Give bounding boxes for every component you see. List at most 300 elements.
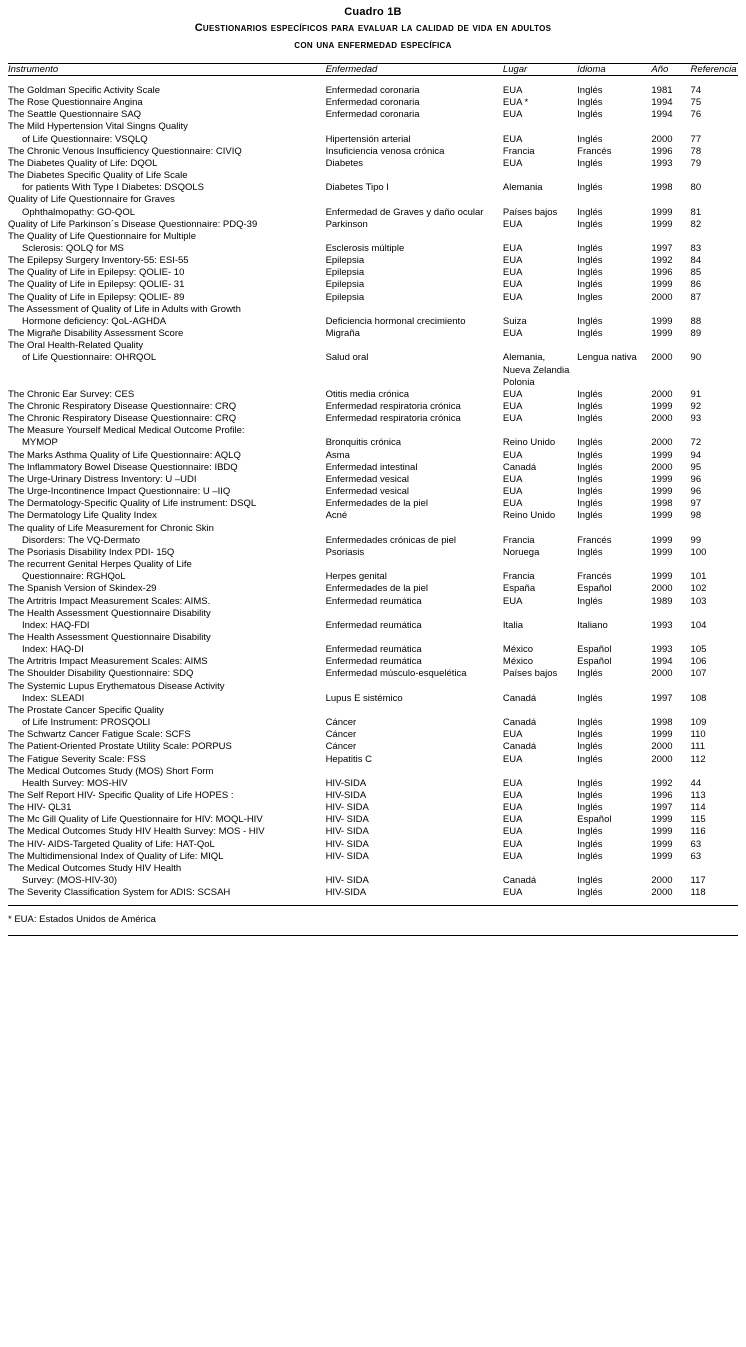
cell-idioma: Inglés [577, 802, 603, 814]
cell-idioma: Francés [577, 571, 612, 583]
cell-referencia: 101 [690, 571, 707, 583]
cell-anio: 1999 [651, 510, 673, 522]
column-header-referencia: Referencia [690, 63, 737, 75]
cell-referencia: 88 [690, 315, 702, 327]
cell-idioma: Inglés [577, 486, 603, 498]
cell-instrumento-cont: Index: SLEADI [22, 692, 85, 704]
cell-lugar: Canadá [502, 875, 537, 887]
column-header-idioma: Idioma [577, 63, 651, 75]
cell-enfermedad: HIV- SIDA [325, 814, 369, 826]
cell-instrumento: The Quality of Life in Epilepsy: QOLIE- 89 [8, 291, 185, 303]
cell-idioma: Inglés [577, 510, 603, 522]
cell-instrumento-cont: Health Survey: MOS-HIV [22, 777, 128, 789]
table-row [8, 510, 738, 522]
cell-idioma: Lengua nativa [577, 352, 637, 364]
cell-enfermedad: Epilepsia [325, 291, 365, 303]
table-row [8, 851, 738, 863]
cell-anio: 2000 [651, 413, 673, 425]
table-row-continuation [8, 620, 738, 632]
cell-instrumento: The Self Report HIV- Specific Quality of Life HOPES : [8, 790, 234, 801]
cell-referencia: 109 [690, 717, 707, 729]
cell-lugar: EUA [502, 109, 523, 121]
cell-enfermedad: HIV- SIDA [325, 875, 369, 887]
cell-anio: 1999 [651, 729, 673, 741]
cell-anio: 1981 [651, 84, 673, 96]
table-row-continuation [8, 182, 738, 194]
cell-enfermedad: Cáncer [325, 741, 357, 753]
table-row [8, 608, 738, 620]
cell-lugar: EUA [502, 401, 523, 412]
questionnaires-table [8, 63, 738, 899]
cell-lugar: EUA [502, 802, 523, 814]
cell-lugar: EUA * [502, 97, 529, 109]
cell-idioma: Inglés [577, 328, 603, 340]
table-row [8, 887, 738, 899]
cell-idioma: Inglés [577, 729, 603, 741]
cell-anio: 1999 [651, 279, 673, 291]
cell-lugar: EUA [502, 388, 523, 400]
cell-instrumento-cont: Index: HAQ-DI [22, 644, 84, 656]
table-row [8, 547, 738, 559]
cell-idioma: Francés [577, 145, 612, 157]
cell-lugar-extra: Polonia [502, 376, 535, 388]
cell-anio: 2000 [651, 583, 673, 595]
cell-lugar: EUA [502, 486, 523, 498]
table-title: Cuestionarios específicos para evaluar la calidad de vida en adultos [194, 22, 552, 34]
table-row [8, 255, 738, 267]
cell-enfermedad: Enfermedad respiratoria crónica [325, 413, 461, 425]
table-row [8, 681, 738, 693]
cell-idioma: Inglés [577, 206, 603, 218]
cell-idioma: Inglés [577, 267, 603, 279]
cell-instrumento-cont: of Life Questionnaire: OHRQOL [22, 352, 157, 364]
cell-referencia: 74 [690, 84, 702, 96]
cell-instrumento-cont: Sclerosis: QOLQ for MS [22, 242, 124, 254]
cell-referencia: 96 [690, 473, 702, 485]
cell-anio: 2000 [651, 461, 673, 473]
cell-enfermedad: HIV-SIDA [325, 790, 367, 801]
cell-referencia: 72 [690, 437, 702, 449]
cell-instrumento: The Epilepsy Surgery Inventory-55: ESI-55 [8, 255, 189, 267]
column-header-anio: Año [651, 63, 690, 75]
cell-lugar: EUA [502, 838, 523, 850]
cell-lugar: Francia [502, 571, 535, 583]
cell-enfermedad: Bronquitis crónica [325, 437, 402, 449]
table-bottom-rule [8, 905, 738, 906]
cell-idioma: Inglés [577, 449, 603, 461]
cell-instrumento: The Health Assessment Questionnaire Disability [8, 607, 211, 619]
cell-lugar: México [502, 644, 533, 656]
cell-anio: 1996 [651, 267, 673, 279]
cell-anio: 1997 [651, 692, 673, 704]
cell-idioma: Inglés [577, 133, 603, 145]
cell-enfermedad: Cáncer [325, 729, 357, 741]
cell-enfermedad: Enfermedades crónicas de piel [325, 534, 456, 546]
cell-idioma: Inglés [577, 473, 603, 485]
table-row [8, 425, 738, 437]
cell-lugar: EUA [502, 449, 523, 461]
cell-enfermedad: Psoriasis [325, 546, 365, 558]
cell-referencia: 78 [690, 145, 702, 157]
cell-anio: 2000 [651, 887, 673, 899]
table-row [8, 231, 738, 243]
table-row [8, 656, 738, 668]
table-row [8, 267, 738, 279]
cell-referencia: 92 [690, 401, 702, 412]
cell-anio: 1994 [651, 97, 673, 109]
table-row [8, 450, 738, 462]
cell-enfermedad: Enfermedad coronaria [325, 109, 420, 121]
cell-idioma: Inglés [577, 668, 603, 680]
cell-instrumento: The Marks Asthma Quality of Life Questionnaire: AQLQ [8, 449, 241, 461]
cell-instrumento: Quality of Life Parkinson´s Disease Questionnaire: PDQ-39 [8, 218, 258, 230]
cell-instrumento: The Goldman Specific Activity Scale [8, 84, 161, 96]
table-row [8, 863, 738, 875]
cell-referencia: 63 [690, 850, 702, 862]
cell-instrumento: The Severity Classification System for ADIS: SCSAH [8, 887, 231, 899]
cell-enfermedad: Enfermedad reumática [325, 644, 422, 656]
cell-lugar: EUA [502, 777, 523, 789]
cell-idioma: Ingles [577, 291, 603, 303]
cell-instrumento: The Inflammatory Bowel Disease Questionnaire: IBDQ [8, 461, 238, 473]
table-row [8, 474, 738, 486]
cell-enfermedad: Enfermedad reumática [325, 595, 422, 607]
cell-anio: 1994 [651, 656, 673, 668]
cell-instrumento-cont: Ophthalmopathy: GO-QOL [22, 206, 135, 218]
cell-referencia: 93 [690, 413, 702, 425]
cell-referencia: 79 [690, 157, 702, 169]
table-row [8, 668, 738, 680]
cell-referencia: 98 [690, 510, 702, 522]
cell-idioma: Inglés [577, 84, 603, 96]
table-row [8, 279, 738, 291]
cell-referencia: 111 [690, 741, 705, 753]
cell-enfermedad: HIV-SIDA [325, 887, 367, 899]
cell-idioma: Español [577, 644, 612, 656]
cell-lugar: Francia [502, 534, 535, 546]
cell-anio: 1992 [651, 255, 673, 267]
table-row [8, 389, 738, 401]
cell-enfermedad: Hepatitis C [325, 753, 373, 765]
cell-lugar: EUA [502, 729, 523, 741]
cell-instrumento: The Prostate Cancer Specific Quality [8, 704, 164, 716]
cell-lugar: EUA [502, 255, 523, 267]
cell-instrumento: The Quality of Life in Epilepsy: QOLIE- 31 [8, 279, 185, 291]
cell-lugar: EUA [502, 157, 523, 169]
cell-referencia: 81 [690, 206, 702, 218]
cell-referencia: 108 [690, 692, 707, 704]
column-header-enfermedad: Enfermedad [326, 63, 503, 75]
cell-anio: 1999 [651, 315, 673, 327]
table-row-continuation [8, 571, 738, 583]
table-footnote: * EUA: Estados Unidos de América [8, 914, 156, 926]
cell-anio: 2000 [651, 352, 673, 364]
cell-anio: 1989 [651, 595, 673, 607]
cell-anio: 2000 [651, 291, 673, 303]
cell-idioma: Inglés [577, 279, 603, 291]
table-row-continuation [8, 437, 738, 449]
cell-enfermedad: Salud oral [325, 352, 369, 364]
table-row-continuation [8, 365, 738, 377]
cell-lugar: Reino Unido [502, 510, 556, 522]
cell-anio: 1999 [651, 218, 673, 230]
cell-enfermedad: Diabetes Tipo I [325, 182, 389, 194]
table-row [8, 486, 738, 498]
cell-lugar: España [502, 583, 536, 595]
cell-lugar: EUA [502, 328, 523, 340]
table-row [8, 97, 738, 109]
cell-anio: 1999 [651, 486, 673, 498]
cell-anio: 1999 [651, 571, 673, 583]
table-row [8, 705, 738, 717]
cell-anio: 2000 [651, 875, 673, 887]
cell-enfermedad: Otitis media crónica [325, 388, 409, 400]
cell-idioma: Inglés [577, 242, 603, 254]
cell-instrumento-cont: Survey: (MOS-HIV-30) [22, 875, 118, 887]
table-row [8, 741, 738, 753]
cell-idioma: Italiano [577, 619, 608, 631]
cell-instrumento: The Chronic Venous Insufficiency Questionnaire: CIVIQ [8, 145, 242, 157]
cell-idioma: Español [577, 814, 612, 826]
cell-enfermedad: Herpes genital [325, 571, 387, 583]
cell-lugar: EUA [502, 850, 523, 862]
cell-instrumento: The Measure Yourself Medical Medical Outcome Profile: [8, 425, 245, 437]
table-row [8, 401, 738, 413]
table-row [8, 413, 738, 425]
cell-instrumento: The HIV- QL31 [8, 802, 72, 814]
cell-instrumento: The Medical Outcomes Study HIV Health [8, 862, 182, 874]
cell-referencia: 97 [690, 498, 702, 510]
cell-lugar: Canadá [502, 717, 537, 729]
table-row [8, 462, 738, 474]
cell-enfermedad: Enfermedades de la piel [325, 498, 429, 510]
cell-enfermedad: Enfermedad reumática [325, 656, 422, 668]
cell-idioma: Inglés [577, 315, 603, 327]
cell-instrumento-cont: Questionnaire: RGHQoL [22, 571, 126, 583]
table-subtitle: con una enfermedad específica [294, 38, 452, 51]
table-row-continuation [8, 207, 738, 219]
cell-enfermedad: Asma [325, 449, 350, 461]
table-row-continuation [8, 243, 738, 255]
cell-instrumento: The Chronic Respiratory Disease Questionnaire: CRQ [8, 401, 237, 412]
table-row [8, 729, 738, 741]
table-row [8, 802, 738, 814]
cell-enfermedad: Enfermedad coronaria [325, 84, 420, 96]
cell-instrumento: The Multidimensional Index of Quality of Life: MIQL [8, 850, 224, 862]
cell-idioma: Inglés [577, 887, 603, 899]
cell-idioma: Inglés [577, 741, 603, 753]
cell-referencia: 44 [690, 777, 702, 789]
cell-referencia: 91 [690, 388, 702, 400]
cell-instrumento: The Quality of Life Questionnaire for Multiple [8, 230, 196, 242]
cell-instrumento: The Oral Health-Related Quality [8, 340, 144, 352]
cell-anio: 1999 [651, 328, 673, 340]
cell-enfermedad: Enfermedad vesical [325, 473, 409, 485]
cell-lugar: Canadá [502, 692, 537, 704]
cell-referencia: 96 [690, 486, 702, 498]
table-row [8, 328, 738, 340]
cell-instrumento-cont: Hormone deficiency: QoL-AGHDA [22, 315, 167, 327]
cell-instrumento: The Shoulder Disability Questionnaire: SDQ [8, 668, 194, 680]
cell-lugar: Canadá [502, 461, 537, 473]
cell-anio: 1999 [651, 401, 673, 412]
cell-referencia: 85 [690, 267, 702, 279]
table-row [8, 498, 738, 510]
cell-instrumento: The Fatigue Severity Scale: FSS [8, 753, 146, 765]
cell-lugar: EUA [502, 473, 523, 485]
cell-enfermedad: Epilepsia [325, 279, 365, 291]
cell-lugar: EUA [502, 291, 523, 303]
cell-lugar: EUA [502, 413, 523, 425]
table-row [8, 194, 738, 206]
cell-idioma: Inglés [577, 255, 603, 267]
cell-enfermedad: Acné [325, 510, 348, 522]
cell-instrumento: The Mild Hypertension Vital Singns Quality [8, 121, 188, 133]
cell-idioma: Inglés [577, 546, 603, 558]
cell-idioma: Inglés [577, 692, 603, 704]
cell-enfermedad: Enfermedad de Graves y daño ocular [325, 206, 484, 218]
cell-instrumento: The Dermatology Life Quality Index [8, 510, 157, 522]
cell-enfermedad: HIV- SIDA [325, 802, 369, 814]
cell-instrumento-cont: Index: HAQ-FDI [22, 619, 90, 631]
cell-instrumento: The Spanish Version of Skindex-29 [8, 583, 157, 595]
cell-lugar: EUA [502, 753, 523, 765]
cell-lugar: EUA [502, 498, 523, 510]
cell-enfermedad: Hipertensión arterial [325, 133, 411, 145]
cell-lugar: Países bajos [502, 206, 558, 218]
cell-referencia: 106 [690, 656, 707, 668]
table-row [8, 766, 738, 778]
cell-lugar: México [502, 656, 533, 668]
cell-anio: 2000 [651, 668, 673, 680]
cell-enfermedad: Parkinson [325, 218, 368, 230]
cell-instrumento: The quality of Life Measurement for Chronic Skin [8, 522, 214, 534]
cell-idioma: Inglés [577, 850, 603, 862]
cell-instrumento: The recurrent Genital Herpes Quality of Life [8, 559, 192, 571]
cell-instrumento: The Medical Outcomes Study (MOS) Short Form [8, 765, 214, 777]
cell-referencia: 84 [690, 255, 702, 267]
cell-lugar: Reino Unido [502, 437, 556, 449]
table-row-continuation [8, 535, 738, 547]
cell-anio: 2000 [651, 753, 673, 765]
cell-instrumento-cont: of Life Questionnaire: VSQLQ [22, 133, 148, 145]
table-number: Cuadro 1B [344, 6, 402, 18]
cell-idioma: Inglés [577, 717, 603, 729]
cell-referencia: 114 [690, 802, 706, 814]
cell-instrumento: Quality of Life Questionnaire for Graves [8, 194, 175, 206]
cell-instrumento: The Patient-Oriented Prostate Utility Scale: PORPUS [8, 741, 232, 753]
page-bottom-rule [8, 935, 738, 936]
cell-idioma: Inglés [577, 498, 603, 510]
table-row [8, 292, 738, 304]
table-row [8, 146, 738, 158]
cell-idioma: Inglés [577, 875, 603, 887]
cell-idioma: Francés [577, 534, 612, 546]
cell-referencia: 112 [690, 753, 706, 765]
cell-anio: 1999 [651, 838, 673, 850]
cell-enfermedad: Epilepsia [325, 267, 365, 279]
cell-lugar: EUA [502, 887, 523, 899]
column-header-lugar: Lugar [503, 63, 577, 75]
cell-enfermedad: Enfermedad respiratoria crónica [325, 401, 461, 412]
cell-lugar: EUA [502, 84, 523, 96]
cell-lugar: Países bajos [502, 668, 558, 680]
cell-anio: 1993 [651, 619, 673, 631]
cell-enfermedad: Enfermedades de la piel [325, 583, 429, 595]
cell-enfermedad: HIV-SIDA [325, 777, 367, 789]
table-row [8, 583, 738, 595]
table-header-row [8, 63, 738, 75]
cell-idioma: Inglés [577, 461, 603, 473]
cell-idioma: Inglés [577, 753, 603, 765]
cell-idioma: Inglés [577, 826, 603, 838]
cell-instrumento: The Medical Outcomes Study HIV Health Survey: MOS - HIV [8, 826, 265, 838]
cell-referencia: 95 [690, 461, 702, 473]
table-row [8, 523, 738, 535]
cell-instrumento: The HIV- AIDS-Targeted Quality of Life: HAT-QoL [8, 838, 215, 850]
cell-referencia: 107 [690, 668, 707, 680]
cell-referencia: 99 [690, 534, 702, 546]
table-row [8, 158, 738, 170]
cell-enfermedad: Deficiencia hormonal crecimiento [325, 315, 466, 327]
cell-enfermedad: Cáncer [325, 717, 357, 729]
cell-anio: 1992 [651, 777, 673, 789]
table-row [8, 170, 738, 182]
cell-instrumento: The Diabetes Quality of Life: DQOL [8, 157, 158, 169]
cell-idioma: Inglés [577, 97, 603, 109]
cell-lugar: Alemania [502, 182, 543, 194]
cell-referencia: 82 [690, 218, 702, 230]
table-row-continuation [8, 875, 738, 887]
table-row-continuation [8, 377, 738, 389]
cell-enfermedad: Esclerosis múltiple [325, 242, 405, 254]
cell-enfermedad: HIV- SIDA [325, 826, 369, 838]
cell-idioma: Inglés [577, 413, 603, 425]
cell-referencia: 103 [690, 595, 707, 607]
cell-lugar-extra: Nueva Zelandia [502, 364, 570, 376]
cell-anio: 1999 [651, 449, 673, 461]
cell-idioma: Inglés [577, 388, 603, 400]
cell-anio: 1999 [651, 534, 673, 546]
cell-instrumento: The Urge-Urinary Distress Inventory: U –UDI [8, 473, 197, 485]
cell-referencia: 104 [690, 619, 707, 631]
cell-instrumento-cont: MYMOP [22, 437, 58, 449]
cell-lugar: EUA [502, 267, 523, 279]
cell-enfermedad: Lupus E sistémico [325, 692, 403, 704]
cell-enfermedad: Enfermedad músculo-esquelética [325, 668, 467, 680]
cell-enfermedad: Enfermedad intestinal [325, 461, 418, 473]
table-spacer [8, 75, 738, 85]
table-row-continuation [8, 693, 738, 705]
cell-lugar: EUA [502, 826, 523, 838]
cell-referencia: 117 [690, 875, 706, 887]
cell-referencia: 76 [690, 109, 702, 121]
cell-instrumento: The Quality of Life in Epilepsy: QOLIE- 10 [8, 267, 185, 279]
cell-idioma: Inglés [577, 595, 603, 607]
cell-anio: 1999 [651, 814, 673, 826]
cell-instrumento: The Schwartz Cancer Fatigue Scale: SCFS [8, 729, 191, 741]
cell-enfermedad: Insuficiencia venosa crónica [325, 145, 445, 157]
cell-idioma: Inglés [577, 777, 603, 789]
cell-referencia: 110 [690, 729, 706, 741]
cell-anio: 1994 [651, 109, 673, 121]
cell-lugar: EUA [502, 814, 523, 826]
cell-instrumento: The Diabetes Specific Quality of Life Scale [8, 170, 188, 182]
cell-anio: 1993 [651, 644, 673, 656]
cell-instrumento: The Artritris Impact Measurement Scales: AIMS [8, 656, 208, 668]
table-row [8, 121, 738, 133]
cell-idioma: Español [577, 656, 612, 668]
